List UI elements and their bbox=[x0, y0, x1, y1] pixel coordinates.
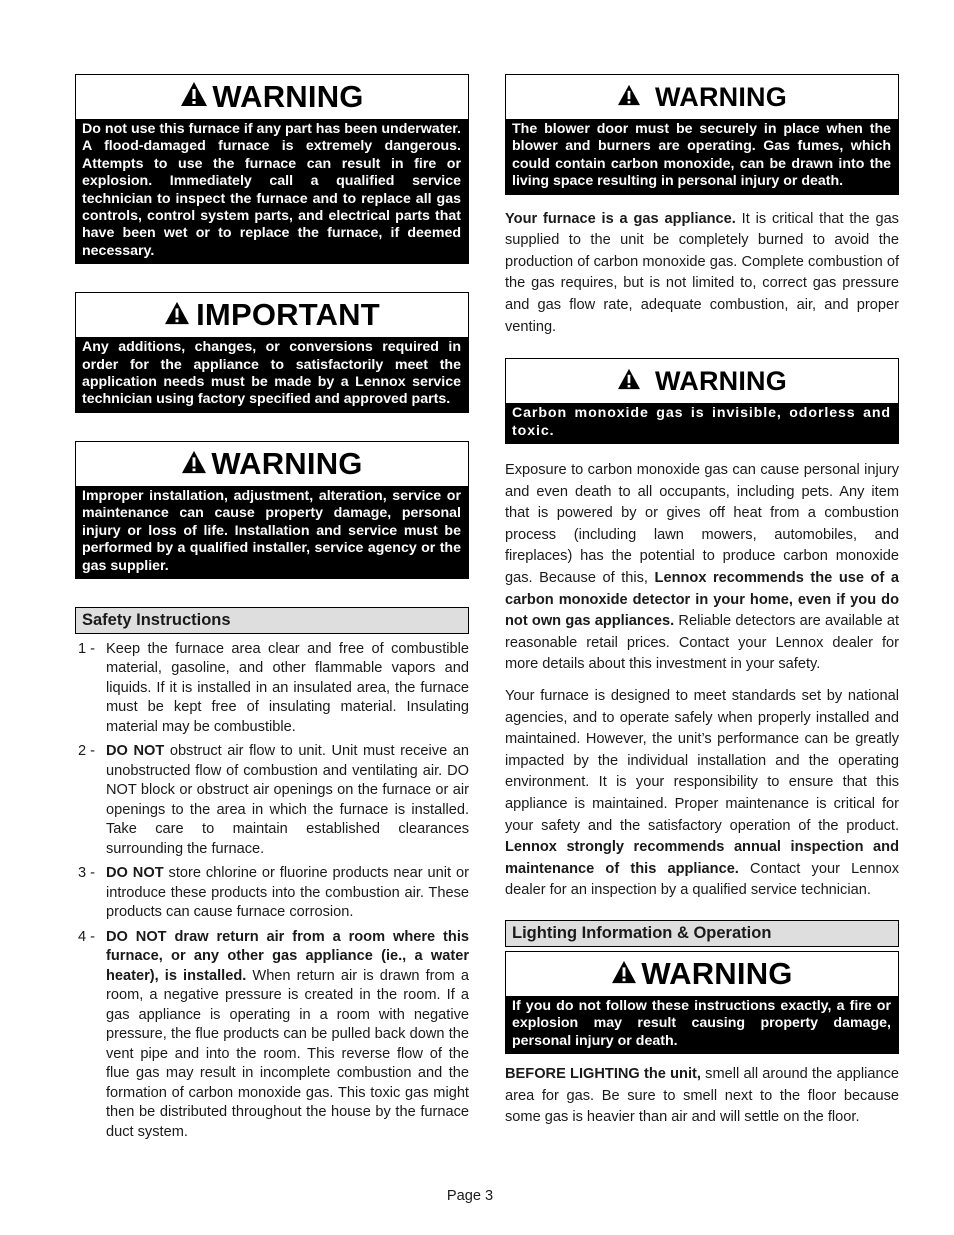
warning-text: Carbon monoxide gas is invisible, odorless and toxic. bbox=[506, 403, 898, 443]
warning-triangle-icon bbox=[611, 956, 637, 992]
list-item bbox=[75, 742, 469, 859]
important-text: Any additions, changes, or conversions required in order for the appliance to satisfactorily meet the application needs must be made by a Lennox service technician using factory specified and approved parts. bbox=[76, 337, 468, 412]
warning-header bbox=[506, 359, 898, 403]
important-header bbox=[76, 293, 468, 337]
warning-triangle-icon bbox=[164, 297, 190, 333]
item-bold-text: DO NOT bbox=[106, 865, 164, 882]
item-number: 1 - bbox=[78, 640, 96, 657]
item-number: 2 - bbox=[78, 743, 96, 760]
paragraph-bold: Lennox strongly recommends annual inspection and maintenance of this appliance. bbox=[505, 839, 899, 877]
warning-box-carbon-monoxide bbox=[505, 358, 899, 444]
warning-title: WARNING bbox=[655, 365, 787, 396]
warning-header bbox=[506, 75, 898, 119]
paragraph-text: Contact your Lennox dealer for an inspection by a qualified service technician. bbox=[505, 860, 899, 899]
list-item bbox=[75, 640, 469, 738]
warning-text: The blower door must be securely in place when the blower and burners are operating. Gas fumes, which could contain carbon monoxide, can be drawn into the living space resulting in personal injury or death. bbox=[506, 119, 898, 194]
right-column bbox=[505, 74, 899, 1129]
item-bold-text: DO NOT draw return air from a room where this furnace, or any other gas appliance (ie., a water heater), is installed. bbox=[106, 928, 469, 984]
warning-box-flood bbox=[75, 74, 469, 264]
item-text: obstruct air flow to unit. Unit must receive an unobstructed flow of combustion and ventilating air. DO NOT block or obstruct air openings on the furnace or air openings to the area in which the furnace is installed. Take care to maintain established clearances surrounding the furnace. bbox=[106, 743, 469, 857]
warning-header bbox=[506, 952, 898, 996]
warning-text: Improper installation, adjustment, alteration, service or maintenance can cause property damage, personal injury or loss of life. Installation and service must be performed by a qualified installer, service agency or the gas supplier. bbox=[76, 486, 468, 578]
item-bold-text: DO NOT bbox=[106, 743, 165, 760]
paragraph-text: It is critical that the gas supplied to the unit be completely burned to avoid the production of carbon monoxide gas. Complete combustion of the gas requires, but is not limited to, correct gas pressure and gas flow rate, adequate combustion, air, and proper venting. bbox=[505, 210, 899, 335]
lighting-information-heading: Lighting Information & Operation bbox=[505, 920, 899, 947]
warning-box-installation bbox=[75, 441, 469, 579]
carbon-monoxide-paragraph bbox=[505, 460, 899, 676]
page-number: Page 3 bbox=[446, 1188, 494, 1204]
important-box bbox=[75, 292, 469, 413]
list-item bbox=[75, 928, 469, 1143]
warning-header bbox=[76, 75, 468, 119]
safety-instructions-heading: Safety Instructions bbox=[75, 607, 469, 634]
warning-header bbox=[76, 442, 468, 486]
warning-title: WARNING bbox=[212, 79, 364, 114]
warning-triangle-icon bbox=[617, 82, 641, 113]
warning-triangle-icon bbox=[617, 366, 641, 397]
warning-title: WARNING bbox=[211, 445, 363, 481]
paragraph-text: Your furnace is designed to meet standards set by national agencies, and to operate safely when properly installed and maintained. However, the unit’s performance can be greatly impacted by the individual installation and the operating environment. It is your responsibility to ensure that this appliance is maintained. Proper maintenance is critical for your safety and the satisfactory operation of the product. bbox=[505, 687, 899, 834]
paragraph-bold: BEFORE LIGHTING the unit, bbox=[505, 1066, 701, 1083]
item-text: When return air is drawn from a room, a negative pressure is created in the room. If a gas appliance is operating in a room with negative pressure, the flue products can be pulled back down the vent pipe and into the room. This reverse flow of the flue gas may result in incomplete combustion and the formation of carbon monoxide gas. This toxic gas might then be distributed throughout the house by the furnace duct system. bbox=[106, 967, 469, 1140]
warning-triangle-icon bbox=[180, 79, 208, 115]
warning-text: If you do not follow these instructions exactly, a fire or explosion may result causing property damage, personal injury or death. bbox=[506, 996, 898, 1053]
item-text: Keep the furnace area clear and free of combustible material, gasoline, and other flammable vapors and liquids. If it is installed in an insulated area, the furnace must be kept free of insulating material. Insulating material may be combustible. bbox=[106, 640, 469, 735]
warning-title: WARNING bbox=[655, 81, 787, 112]
paragraph-bold: Lennox recommends the use of a carbon monoxide detector in your home, even if you do not own gas appliances. bbox=[505, 569, 899, 630]
item-number: 3 - bbox=[78, 865, 96, 882]
paragraph-bold: Your furnace is a gas appliance. bbox=[505, 210, 736, 227]
warning-title: WARNING bbox=[641, 955, 793, 991]
list-item bbox=[75, 864, 469, 923]
paragraph-text: Exposure to carbon monoxide gas can cause personal injury and even death to all occupants, including pets. Any item that is powered by or gives off heat from a combustion process (including lawn mowers, automobiles, and fireplaces) has the potential to produce carbon monoxide gas. Because of this, bbox=[505, 462, 899, 586]
item-number: 4 - bbox=[78, 928, 96, 945]
maintenance-paragraph bbox=[505, 686, 899, 902]
warning-text: Do not use this furnace if any part has been underwater. A flood-damaged furnace is extremely dangerous. Attempts to use the furnace can result in fire or explosion. Immediately call a qualified service technician to inspect the furnace and to replace all gas controls, control system parts, and electrical parts that have been wet or to replace the furnace, if deemed necessary. bbox=[76, 119, 468, 263]
warning-box-lighting bbox=[505, 951, 899, 1054]
paragraph-text: smell all around the appliance area for gas. Be sure to smell next to the floor because some gas is heavier than air and will settle on the floor. bbox=[505, 1066, 899, 1126]
before-lighting-paragraph bbox=[505, 1064, 899, 1129]
item-text: store chlorine or fluorine products near unit or introduce these products into the combustion air. These products can cause furnace corrosion. bbox=[106, 865, 469, 921]
important-title: IMPORTANT bbox=[196, 297, 380, 333]
gas-appliance-paragraph bbox=[505, 209, 899, 339]
warning-box-blower-door bbox=[505, 74, 899, 195]
safety-instructions-list bbox=[75, 640, 469, 1143]
left-column bbox=[75, 74, 469, 1147]
paragraph-text: Reliable detectors are available at reasonable retail prices. Contact your Lennox dealer for more details about this investment in your safety. bbox=[505, 613, 899, 673]
warning-triangle-icon bbox=[181, 446, 207, 482]
